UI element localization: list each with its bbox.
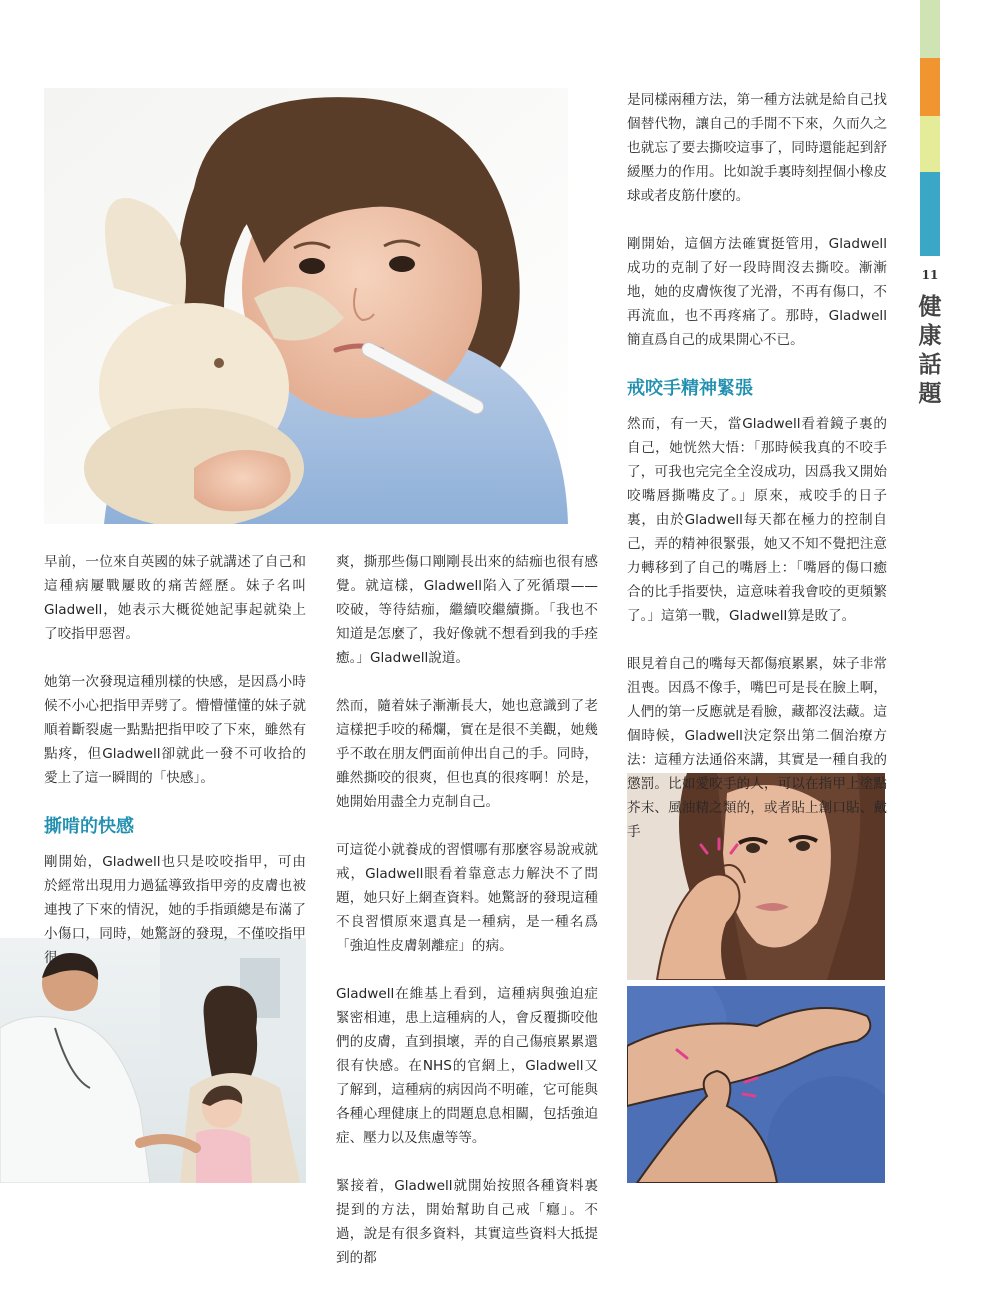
page-number: 11 [921, 268, 939, 282]
paragraph: 剛開始，Gladwell也只是咬咬指甲，可由於經常出現用力過猛導致指甲旁的皮膚也被連拽了下來的情況，她的手指頭總是布滿了小傷口，同時，她驚訝的發現，不僅咬指甲很 [44, 854, 306, 966]
section-label-char: 題 [918, 380, 942, 407]
paragraph: 爽，撕那些傷口剛剛長出來的結痂也很有感覺。就這樣，Gladwell陷入了死循環——咬破，等待結痂，繼續咬繼續撕。「我也不知道是怎麼了，我好像就不想看到我的手痊癒。」Gladwell說道。 [336, 554, 598, 666]
section-label-char: 健 [918, 293, 942, 320]
side-color-bar-2 [920, 58, 940, 116]
side-color-bar-4 [920, 172, 940, 256]
article-column-2 [336, 550, 598, 1294]
paragraph: 早前，一位來自英國的妹子就講述了自己和這種病屢戰屢敗的痛苦經歷。妹子名叫Gladwell，她表示大概從她記事起就染上了咬指甲惡習。 [44, 554, 306, 642]
paragraph: 然而，有一天，當Gladwell看着鏡子裏的自己，她恍然大悟：「那時候我真的不咬手了，可我也完完全全沒成功，因爲我又開始咬嘴唇撕嘴皮了。」原來，戒咬手的日子裏，由於Gladwell每天都在極力的控制自己，弄的精神很緊張，她又不知不覺把注意力轉移到了自己的嘴唇上：「嘴唇的傷口癒合的比手指要快，這意味着我會咬的更頻繁了。」這第一戰，Gladwell算是敗了。 [627, 416, 887, 624]
section-label-char: 康 [918, 322, 942, 349]
photo-sick-child [44, 88, 568, 524]
section-heading: 撕啃的快感 [44, 816, 134, 837]
paragraph: 然而，隨着妹子漸漸長大，她也意識到了老這樣把手咬的稀爛，實在是很不美觀，她幾乎不敢在朋友們面前伸出自己的手。同時，雖然撕咬的很爽，但也真的很疼啊！於是，她開始用盡全力克制自己。 [336, 698, 598, 810]
paragraph: 剛開始，這個方法確實挺管用，Gladwell成功的克制了好一段時間沒去撕咬。漸漸地，她的皮膚恢復了光滑，不再有傷口，不再流血，也不再疼痛了。那時，Gladwell簡直爲自己的成果開心不已。 [627, 236, 887, 348]
illustration-hands-picking-skin [627, 986, 885, 1183]
paragraph: 她第一次發現這種別樣的快感，是因爲小時候不小心把指甲弄劈了。懵懵懂懂的妹子就順着斷裂處一點點把指甲咬了下來，雖然有點疼，但Gladwell卻就此一發不可收拾的愛上了這一瞬間的「快感」。 [44, 674, 306, 786]
section-label-char: 話 [918, 351, 942, 378]
side-color-bar-3 [920, 116, 940, 172]
side-color-bar-1 [920, 0, 940, 58]
paragraph: 可這從小就養成的習慣哪有那麼容易說戒就戒，Gladwell眼看着靠意志力解決不了問題，她只好上網查資料。她驚訝的發現這種不良習慣原來還真是一種病，是一種名爲「強迫性皮膚剝離症」的病。 [336, 842, 598, 954]
section-label [918, 292, 942, 408]
paragraph: 緊接着，Gladwell就開始按照各種資料裏提到的方法，開始幫助自己戒「癮」。不過，說是有很多資料，其實這些資料大抵提到的都 [336, 1178, 598, 1266]
hands-picking-skin-drawing [627, 986, 885, 1183]
paragraph: 是同樣兩種方法，第一種方法就是給自己找個替代物，讓自己的手閒不下來，久而久之也就忘了要去撕咬這事了，同時還能起到舒緩壓力的作用。比如說手裏時刻捏個小橡皮球或者皮筋什麽的。 [627, 92, 887, 204]
article-column-1 [44, 550, 306, 994]
sick-child-illustration [44, 88, 568, 524]
paragraph: 眼見着自己的嘴每天都傷痕累累，妹子非常沮喪。因爲不像手，嘴巴可是長在臉上啊，人們的第一反應就是看臉，藏都沒法藏。這個時候，Gladwell決定祭出第二個治療方法：這種方法通俗來講，其實是一種自我的懲罰。比如愛咬手的人，可以在指甲上塗點芥末、風油精之類的，或者貼上創口貼、戴手 [627, 656, 887, 840]
section-heading: 戒咬手精神緊張 [627, 378, 753, 399]
paragraph: Gladwell在維基上看到，這種病與強迫症緊密相連，患上這種病的人，會反覆撕咬他們的皮膚，直到損壞，弄的自己傷痕累累還很有快感。在NHS的官網上，Gladwell又了解到，這種病的病因尚不明確，它可能與各種心理健康上的問題息息相關，包括強迫症、壓力以及焦慮等等。 [336, 986, 598, 1146]
article-column-3 [627, 88, 887, 868]
